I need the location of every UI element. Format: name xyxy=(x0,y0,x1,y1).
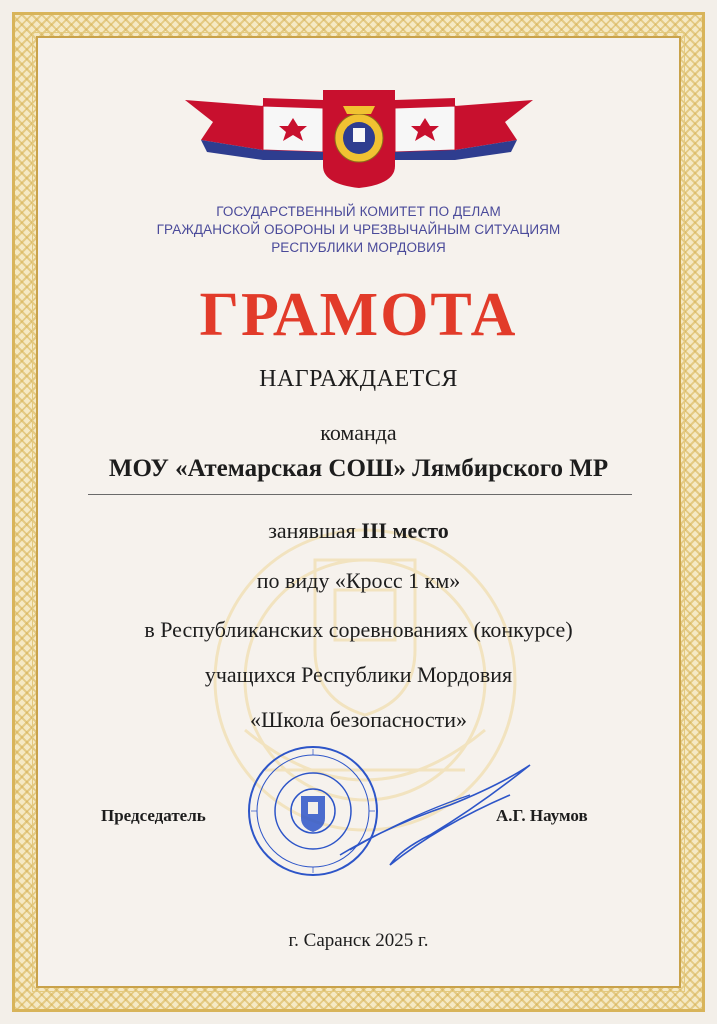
ministry-line-2: ГРАЖДАНСКОЙ ОБОРОНЫ И ЧРЕЗВЫЧАЙНЫМ СИТУАЦИЯМ xyxy=(156,222,561,237)
competition-name: в Республиканских соревнованиях (конкурсе) xyxy=(144,617,573,642)
place-prefix: занявшая xyxy=(268,518,356,543)
team-word: команда xyxy=(320,420,397,445)
signature-name: А.Г. Наумов xyxy=(496,806,588,825)
competition-kind: по виду «Кросс 1 км» xyxy=(256,568,461,593)
place-line xyxy=(0,518,717,544)
awarded-text: НАГРАЖДАЕТСЯ xyxy=(259,366,458,392)
certificate-title: ГРАМОТА xyxy=(199,281,518,349)
signature-role: Председатель xyxy=(101,806,206,825)
school-name: МОУ «Атемарская СОШ» Лямбирского МР xyxy=(108,455,609,482)
ministry-line-1: ГОСУДАРСТВЕННЫЙ КОМИТЕТ ПО ДЕЛАМ xyxy=(216,204,501,219)
place-value: III место xyxy=(361,518,449,543)
program-name: «Школа безопасности» xyxy=(250,707,467,732)
pupils-line: учащихся Республики Мордовия xyxy=(204,662,513,687)
name-underline xyxy=(88,494,632,495)
city-year: г. Саранск 2025 г. xyxy=(288,930,429,951)
ministry-line-3: РЕСПУБЛИКИ МОРДОВИЯ xyxy=(271,240,446,255)
mordovia-flag-emblem xyxy=(183,88,535,190)
